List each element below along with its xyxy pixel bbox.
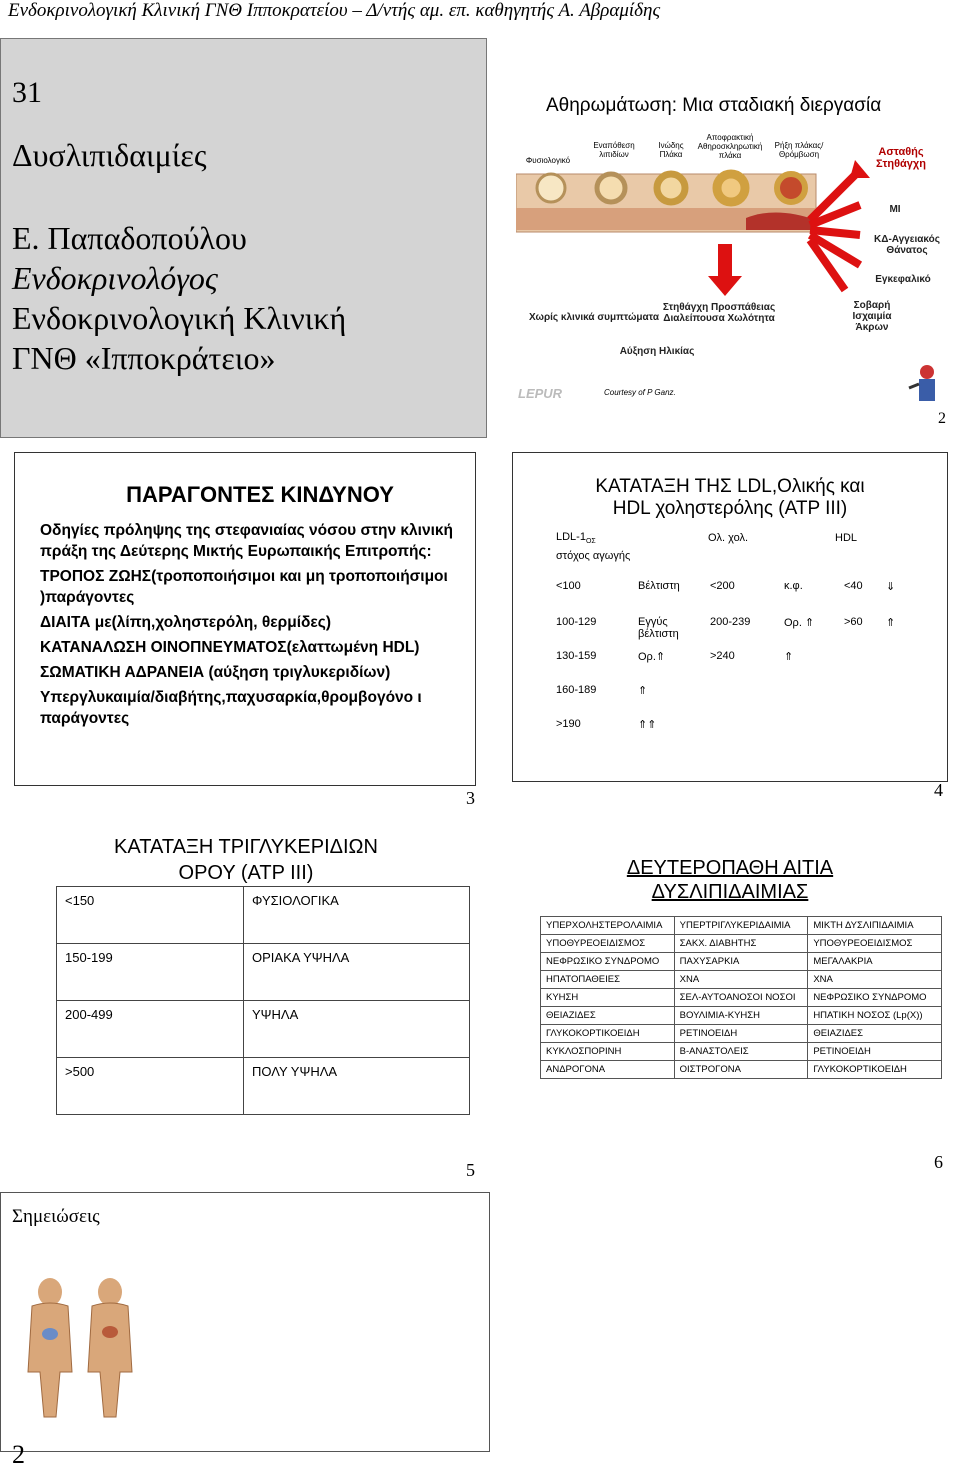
ldl-header: LDL-$1_{O\Sigma}$ στόχος αγωγής <box>556 531 631 563</box>
stage-lipid: Εναπόθεση λιπιδίων <box>593 141 635 159</box>
slide4-page: 4 <box>934 780 943 800</box>
table-row: ΥΠΟΘΥΡΕΟΕΙΔΙΣΜΟΣ ΣΑΚΧ. ΔΙΑΒΗΤΗΣ ΥΠΟΘΥΡΕΟΕΙΔΙΣΜΟΣ <box>541 935 942 953</box>
slide4-title <box>512 476 948 520</box>
table-row: 200-499 ΥΨΗΛΑ <box>57 1001 470 1058</box>
table-row: ΓΛΥΚΟΚΟΡΤΙΚΟΕΙΔΗ ΡΕΤΙΝΟΕΙΔΗ ΘΕΙΑΖΙΔΕΣ <box>541 1025 942 1043</box>
slide5-page: 5 <box>466 1160 475 1180</box>
table-row: <100 Βέλτιστη <200 κ.φ. <40 ⇓ <box>556 580 896 593</box>
table-row: 130-159 Ορ.⇑ >240 ⇑ <box>556 650 794 663</box>
table-row: ΥΠΕΡΧΟΛΗΣΤΕΡΟΛΑΙΜΙΑ ΥΠΕΡΤΡΙΓΛΥΚΕΡΙΔΑΙΜΙΑ ΜΙΚΤΗ ΔΥΣΛΙΠΙΔΑΙΜΙΑ <box>541 917 942 935</box>
risk-metabolic: Υπεργλυκαιμία/διαβήτης,παχυσαρκία,θρομβογόνο ι παράγοντες <box>40 689 422 727</box>
notes-label: Σημειώσεις <box>12 1206 100 1227</box>
label-age: Αύξηση Ηλικίας <box>619 346 695 357</box>
risk-lifestyle: ΤΡΟΠΟΣ ΖΩΗΣ(τροποποιήσιμοι και μη τροποποιήσιμοι )παράγοντες <box>40 568 448 606</box>
slide2-page: 2 <box>938 410 946 427</box>
slide3-title: ΠΑΡΑΓΟΝΤΕΣ ΚΙΝΔΥΝΟΥ <box>126 482 394 507</box>
slide1-number: 31 <box>12 76 42 109</box>
secondary-causes-table <box>540 916 942 1079</box>
stage-normal: Φυσιολογικό <box>525 156 571 165</box>
artery-progression-illustration <box>516 168 836 238</box>
ldl-table <box>552 578 912 750</box>
author-clinic: Ενδοκρινολογική Κλινική <box>12 300 347 336</box>
slide3-page: 3 <box>466 788 475 808</box>
human-body-illustration <box>10 1272 160 1422</box>
slide4-title-line1: ΚΑΤΑΤΑΞΗ ΤΗΣ LDL,Ολικής και <box>595 476 865 497</box>
table-row: ΗΠΑΤΟΠΑΘΕΙΕΣ ΧΝΑ ΧΝΑ <box>541 971 942 989</box>
page-header: Ενδοκρινολογική Κλινική ΓΝΘ Ιπποκρατείου – Δ/ντής αμ. επ. καθηγητής Α. Αβραμίδης <box>8 0 661 21</box>
figure-clipart-icon <box>905 362 950 406</box>
slide6-title-line2: ΔΥΣΛΙΠΙΔΑΙΜΙΑΣ <box>651 881 809 903</box>
author-specialty: Ενδοκρινολόγος <box>12 260 218 296</box>
table-row: >190 ⇑⇑ <box>556 718 657 731</box>
triglyceride-table <box>56 886 470 1115</box>
slide5-title-line1: ΚΑΤΑΤΑΞΗ ΤΡΙΓΛΥΚΕΡΙΔΙΩΝ <box>114 836 378 858</box>
label-no-symptoms: Χωρίς κλινικά συμπτώματα <box>528 312 660 323</box>
outcome-cv-death: ΚΔ-Αγγειακός Θάνατος <box>874 234 940 256</box>
risk-inactivity: ΣΩΜΑΤΙΚΗ ΑΔΡΑΝΕΙΑ (αύξηση τριγλυκεριδίων) <box>40 664 391 681</box>
slide1-author <box>12 218 346 378</box>
stage-fibrous: Ινώδης Πλάκα <box>658 141 684 159</box>
total-chol-header: Ολ. χολ. <box>708 532 749 544</box>
table-row: 150-199 ΟΡΙΑΚΑ ΥΨΗΛΑ <box>57 944 470 1001</box>
hdl-header: HDL <box>835 532 858 544</box>
outcome-limb-ischemia: Σοβαρή Ισχαιμία Άκρων <box>852 300 892 333</box>
slide2-title: Αθηρωμάτωση: Μια σταδιακή διεργασία <box>546 95 882 116</box>
slide6-title-line1: ΔΕΥΤΕΡΟΠΑΘΗ ΑΙΤΙΑ <box>626 857 834 879</box>
author-hospital: ΓΝΘ «Ιπποκράτειο» <box>12 340 276 376</box>
author-name: Ε. Παπαδοπούλου <box>12 220 247 256</box>
risk-diet: ΔΙΑΙΤΑ με(λίπη,χοληστερόλη, θερμίδες) <box>40 614 331 631</box>
table-row: ΑΝΔΡΟΓΟΝΑ ΟΙΣΤΡΟΓΟΝΑ ΓΛΥΚΟΚΟΡΤΙΚΟΕΙΔΗ <box>541 1061 942 1079</box>
page-number: 2 <box>12 1440 25 1469</box>
outcome-stroke: Εγκεφαλικό <box>875 274 931 285</box>
slide6-title <box>540 856 920 904</box>
stage-rupture: Ρήξη πλάκας/ Θρόμβωση <box>774 141 824 159</box>
stage-occlusive: Αποφρακτική Αθηροσκληρωτική πλάκα <box>697 133 763 160</box>
outcome-mi: MI <box>889 204 901 215</box>
courtesy-note: Courtesy of P Ganz. <box>604 388 676 397</box>
table-row: ΘΕΙΑΖΙΔΕΣ ΒΟΥΛΙΜΙΑ-ΚΥΗΣΗ ΗΠΑΤΙΚΗ ΝΟΣΟΣ (Lp(X)) <box>541 1007 942 1025</box>
table-row: ΝΕΦΡΩΣΙΚΟ ΣΥΝΔΡΟΜΟ ΠΑΧΥΣΑΡΚΙΑ ΜΕΓΑΛΑΚΡΙΑ <box>541 953 942 971</box>
table-row: >500 ΠΟΛΥ ΥΨΗΛΑ <box>57 1058 470 1115</box>
red-down-arrow-icon <box>700 240 750 300</box>
slide6-page: 6 <box>934 1152 943 1172</box>
table-row: 100-129 Εγγύς βέλτιστη 200-239 Ορ. ⇑ >60 ⇑ <box>556 616 896 640</box>
table-row: 160-189 ⇑ <box>556 684 648 697</box>
table-row: <150 ΦΥΣΙΟΛΟΓΙΚΑ <box>57 887 470 944</box>
slide5-title-line2: ΟΡΟΥ (ATP III) <box>178 862 314 884</box>
table-row: ΚΥΗΣΗ ΣΕΛ-ΑΥΤΟΑΝΟΣΟΙ ΝΟΣΟΙ ΝΕΦΡΩΣΙΚΟ ΣΥΝΔΡΟΜΟ <box>541 989 942 1007</box>
table-row: ΚΥΚΛΟΣΠΟΡΙΝΗ Β-ΑΝΑΣΤΟΛΕΙΣ ΡΕΤΙΝΟΕΙΔΗ <box>541 1043 942 1061</box>
slide5-title <box>56 834 436 886</box>
outcome-unstable-angina: Ασταθής Στηθάγχη <box>876 146 926 170</box>
slide1-topic: Δυσλιπιδαιμίες <box>12 137 207 173</box>
slide3-content <box>40 482 480 729</box>
lepur-logo: LEPUR <box>518 386 563 401</box>
label-angina: Στηθάγχη Προσπάθειας Διαλείπουσα Χωλότητα <box>662 302 776 324</box>
risk-guidelines: Οδηγίες πρόληψης της στεφανιαίας νόσου στην κλινική πράξη της Δεύτερης Μικτής Ευρωπαικής Επιτροπής: <box>40 522 454 560</box>
slide4-title-line2: HDL χοληστερόλης (ATP III) <box>612 498 848 519</box>
risk-alcohol: ΚΑΤΑΝΑΛΩΣΗ ΟΙΝΟΠΝΕΥΜΑΤΟΣ(ελαττωμένη HDL) <box>40 639 420 656</box>
